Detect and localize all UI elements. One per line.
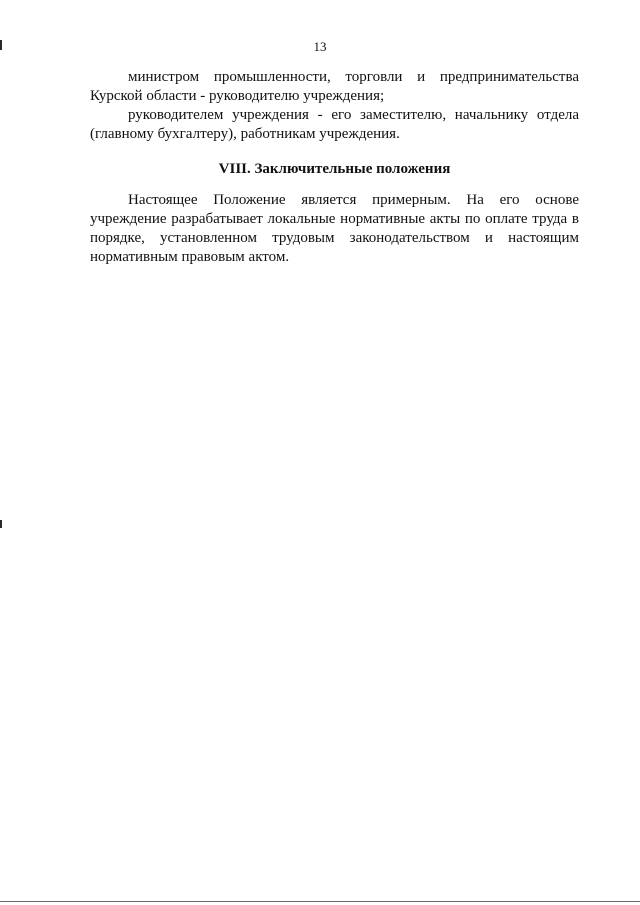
document-body: [90, 68, 579, 267]
page-number: 13: [313, 39, 327, 54]
paragraph-minister: министром промышленности, торговли и предпринимательства Курской области - руководителю учреждения;: [90, 69, 579, 104]
scan-edge-mark: [0, 520, 2, 528]
paragraph-final-provisions: Настоящее Положение является примерным. На его основе учреждение разрабатывает локальные нормативные акты по оплате труда в порядке, установленном трудовым законодательством и настоящим нормативным правовым актом.: [90, 192, 579, 265]
page-bottom-rule: [0, 901, 640, 902]
paragraph-head: руководителем учреждения - его заместителю, начальнику отдела (главному бухгалтеру), работникам учреждения.: [90, 107, 579, 142]
section-title: VIII. Заключительные положения: [218, 161, 451, 177]
